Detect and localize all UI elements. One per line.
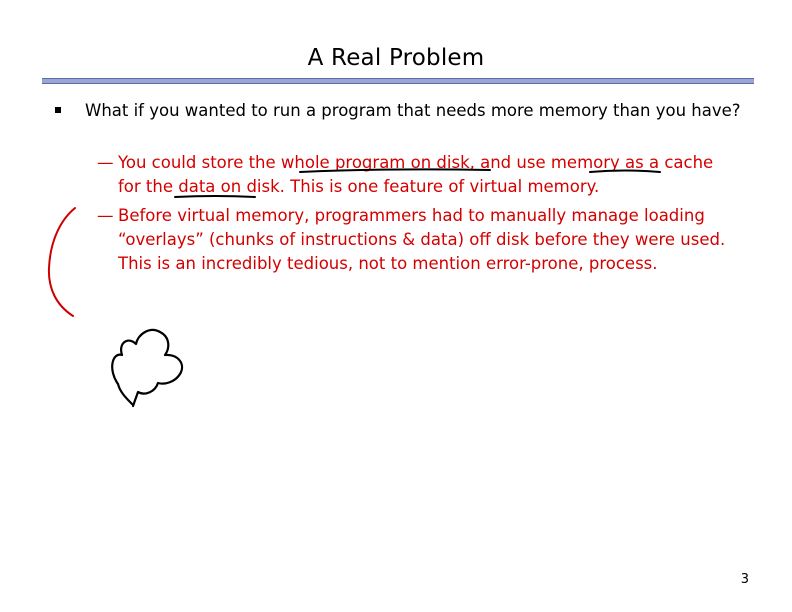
slide-title: A Real Problem (307, 45, 485, 71)
sub-bullet-text: You could store the whole program on disk, and use memory as a cache for the data on disk. This is one feature of virtual memory. (118, 153, 714, 196)
square-bullet-icon (55, 107, 61, 113)
ink-doodle (112, 330, 182, 406)
dash-bullet-icon: — (97, 153, 114, 172)
ink-doodle-tail (118, 384, 132, 404)
sub-bullet-item (97, 204, 737, 276)
bullet-item (55, 99, 745, 123)
bullet-text: What if you wanted to run a program that needs more memory than you have? (85, 101, 741, 120)
dash-bullet-icon: — (97, 206, 114, 225)
sub-bullet-item (97, 151, 737, 199)
ink-bracket-red (49, 208, 75, 316)
page-number: 3 (740, 572, 749, 587)
title-rule (42, 78, 754, 84)
sub-bullet-text: Before virtual memory, programmers had to manually manage loading “overlays” (chunks of instructions & data) off disk before they were used. This is an incredibly tedious, not to mention error-prone, process. (118, 206, 726, 273)
